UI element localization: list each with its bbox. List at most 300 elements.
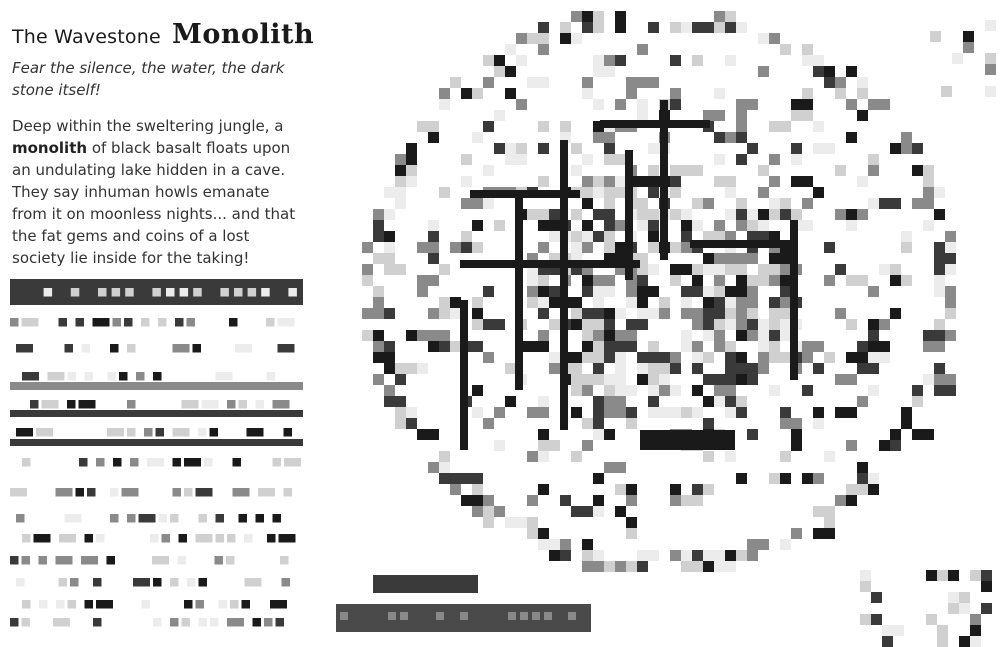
map-pixel	[714, 11, 725, 22]
map-pixel	[780, 209, 791, 220]
map-pixel	[813, 187, 824, 198]
map-pixel	[527, 451, 538, 462]
map-pixel	[604, 209, 615, 220]
map-pixel	[384, 253, 395, 264]
map-pixel	[725, 363, 736, 374]
map-pixel	[615, 396, 626, 407]
map-pixel	[406, 154, 417, 165]
map-pixel	[532, 612, 540, 620]
subtitle: Fear the silence, the water, the dark stone itself!	[12, 59, 285, 99]
map-pixel	[417, 242, 439, 253]
map-pixel	[582, 198, 593, 209]
map-pixel	[681, 220, 692, 231]
map-pixel	[959, 636, 970, 647]
map-pixel	[648, 341, 659, 352]
map-pixel	[912, 385, 923, 396]
map-pixel	[725, 187, 736, 198]
map-pixel	[813, 418, 824, 429]
map-pixel	[970, 625, 981, 636]
map-pixel	[670, 187, 681, 198]
map-pixel	[758, 33, 769, 44]
map-pixel	[758, 363, 769, 374]
map-pixel	[670, 495, 681, 506]
map-pixel	[626, 418, 637, 429]
map-pixel	[725, 253, 736, 264]
map-pixel	[791, 176, 813, 187]
map-pixel	[626, 561, 637, 572]
map-pixel	[604, 462, 626, 473]
map-pixel	[703, 451, 714, 462]
map-wall	[560, 140, 568, 430]
map-pixel	[615, 330, 626, 341]
map-pixel	[714, 154, 725, 165]
map-pixel	[439, 473, 461, 484]
map-pixel	[963, 42, 974, 53]
map-pixel	[736, 132, 747, 143]
map-pixel	[725, 308, 736, 319]
map-pixel	[604, 308, 615, 319]
map-pixel	[725, 264, 736, 275]
map-pixel	[758, 209, 769, 220]
map-pixel	[582, 275, 593, 286]
map-pixel	[945, 253, 956, 264]
map-pixel	[593, 297, 604, 308]
map-pixel	[736, 308, 747, 319]
map-pixel	[472, 407, 483, 418]
map-pixel	[560, 550, 571, 561]
map-pixel	[362, 330, 373, 341]
map-pixel	[436, 612, 444, 620]
map-pixel	[725, 11, 736, 22]
map-pixel	[923, 187, 934, 198]
map-pixel	[538, 275, 549, 286]
map-pixel	[802, 198, 813, 209]
map-pixel	[981, 581, 992, 592]
map-pixel	[868, 330, 879, 341]
map-pixel	[637, 363, 648, 374]
map-pixel	[769, 209, 780, 220]
map-pixel	[560, 539, 571, 550]
map-pixel	[692, 550, 703, 561]
map-pixel	[604, 429, 615, 440]
map-pixel	[428, 220, 439, 231]
map-pixel	[791, 154, 802, 165]
map-pixel	[505, 396, 516, 407]
map-pixel	[626, 484, 637, 495]
map-pixel	[615, 22, 626, 33]
map-pixel	[604, 198, 615, 209]
map-pixel	[626, 330, 637, 341]
map-pixel	[703, 396, 714, 407]
map-pixel	[868, 473, 879, 484]
map-pixel	[472, 319, 483, 330]
map-pixel	[670, 385, 681, 396]
map-pixel	[417, 363, 428, 374]
map-pixel	[703, 198, 714, 209]
map-pixel	[373, 231, 384, 242]
map-pixel	[736, 352, 747, 363]
map-pixel	[780, 407, 791, 418]
map-pixel	[406, 330, 417, 341]
map-pixel	[692, 319, 703, 330]
map-pixel	[890, 308, 901, 319]
map-pixel	[670, 352, 681, 363]
map-pixel	[835, 264, 846, 275]
map-pixel	[824, 451, 835, 462]
map-pixel	[802, 352, 813, 363]
map-pixel	[681, 550, 692, 561]
map-pixel	[736, 407, 747, 418]
map-pixel	[373, 220, 384, 231]
map-pixel	[868, 484, 879, 495]
map-pixel	[538, 308, 549, 319]
map-pixel	[926, 570, 937, 581]
map-pixel	[461, 88, 472, 99]
map-pixel	[714, 561, 725, 572]
map-pixel	[494, 143, 505, 154]
map-pixel	[373, 286, 384, 297]
map-pixel	[703, 484, 714, 495]
map-pixel	[780, 308, 791, 319]
map-pixel	[725, 396, 736, 407]
map-pixel	[527, 407, 549, 418]
map-pixel	[538, 429, 549, 440]
map-pixel	[428, 341, 439, 352]
map-pixel	[450, 341, 461, 352]
map-pixel	[615, 374, 626, 385]
map-pixel	[472, 132, 483, 143]
map-pixel	[637, 286, 659, 297]
map-pixel	[593, 374, 604, 385]
map-pixel	[923, 176, 934, 187]
map-pixel	[406, 165, 417, 176]
map-pixel	[714, 319, 725, 330]
map-pixel	[780, 418, 802, 429]
map-pixel	[582, 319, 604, 330]
map-pixel	[593, 418, 604, 429]
map-pixel	[582, 11, 593, 22]
map-pixel	[758, 220, 769, 231]
map-pixel	[780, 451, 791, 462]
map-pixel	[714, 330, 725, 341]
map-pixel	[824, 517, 835, 528]
map-pixel	[571, 308, 582, 319]
map-pixel	[901, 143, 912, 154]
map-pixel	[802, 220, 813, 231]
map-pixel	[747, 286, 758, 297]
description-part-2: of black basalt floats upon an undulating lake hidden in a cave. They say inhuman howls emanate from it on moonless nights... and that the fat gems and coins of a lost society lie inside for the taking!	[12, 139, 296, 267]
map-pixel	[604, 143, 615, 154]
map-pixel	[549, 209, 560, 220]
map-wall	[790, 220, 798, 380]
map-pixel	[846, 220, 857, 231]
map-pixel	[538, 33, 549, 44]
map-pixel	[725, 319, 736, 330]
map-pixel	[725, 385, 736, 396]
map-pixel	[670, 88, 681, 99]
map-pixel	[813, 528, 835, 539]
map-pixel	[604, 385, 615, 396]
map-pixel	[648, 308, 659, 319]
map-pixel	[494, 506, 505, 517]
map-pixel	[747, 429, 758, 440]
map-pixel	[648, 396, 659, 407]
map-pixel	[725, 561, 736, 572]
map-pixel	[428, 121, 439, 132]
map-pixel	[505, 143, 516, 154]
map-pixel	[571, 33, 582, 44]
map-pixel	[604, 231, 615, 242]
map-pixel	[593, 187, 604, 198]
map-wall	[600, 120, 710, 128]
map-pixel	[890, 429, 901, 440]
description-part-1: Deep within the sweltering jungle, a	[12, 117, 284, 135]
map-pixel	[472, 88, 483, 99]
map-pixel	[472, 220, 483, 231]
map-pixel	[571, 297, 582, 308]
map-pixel	[736, 473, 747, 484]
map-pixel	[835, 77, 846, 88]
map-pixel	[780, 330, 791, 341]
map-pixel	[516, 517, 527, 528]
map-pixel	[439, 462, 450, 473]
map-pixel	[571, 385, 582, 396]
map-pixel	[703, 264, 714, 275]
map-pixel	[769, 341, 780, 352]
map-pixel	[505, 517, 516, 528]
map-pixel	[857, 88, 868, 99]
map-pixel	[747, 220, 758, 231]
map-pixel	[604, 187, 615, 198]
map-pixel	[571, 209, 582, 220]
map-pixel	[395, 407, 406, 418]
map-pixel	[450, 77, 461, 88]
map-pixel	[681, 22, 692, 33]
map-wall	[690, 240, 790, 248]
map-pixel	[417, 121, 428, 132]
map-pixel	[930, 31, 941, 42]
map-pixel	[648, 187, 659, 198]
map-pixel	[963, 31, 974, 42]
map-pixel	[615, 506, 626, 517]
map-pixel	[703, 253, 714, 264]
map-pixel	[461, 473, 483, 484]
map-pixel	[758, 341, 769, 352]
map-pixel	[505, 44, 516, 55]
map-pixel	[461, 231, 472, 242]
map-pixel	[626, 77, 648, 88]
map-pixel	[472, 308, 483, 319]
map-pixel	[860, 581, 871, 592]
map-pixel	[945, 297, 956, 308]
map-pixel	[593, 363, 604, 374]
map-pixel	[450, 242, 461, 253]
map-pixel	[648, 385, 659, 396]
map-pixel	[626, 528, 637, 539]
map-pixel	[549, 352, 560, 363]
map-pixel	[912, 198, 923, 209]
map-pixel	[747, 275, 758, 286]
map-pixel	[549, 231, 560, 242]
map-pixel	[736, 110, 747, 121]
map-pixel	[571, 231, 582, 242]
map-pixel	[890, 275, 901, 286]
map-pixel	[582, 231, 593, 242]
map-pixel	[934, 242, 945, 253]
map-pixel	[538, 286, 549, 297]
map-pixel	[439, 88, 450, 99]
map-pixel	[758, 352, 769, 363]
map-pixel	[659, 385, 670, 396]
map-pixel	[813, 55, 824, 66]
map-pixel	[879, 198, 901, 209]
map-pixel	[637, 297, 648, 308]
map-pixel	[890, 440, 901, 451]
map-pixel	[692, 286, 703, 297]
map-pixel	[736, 374, 747, 385]
map-pixel	[593, 275, 604, 286]
map-pixel	[758, 330, 769, 341]
map-pixel	[791, 99, 813, 110]
map-pixel	[714, 374, 725, 385]
map-pixel	[791, 528, 802, 539]
map-pixel	[879, 319, 890, 330]
map-pixel	[714, 264, 725, 275]
map-pixel	[593, 330, 604, 341]
map-pixel	[857, 352, 868, 363]
map-pixel	[747, 539, 769, 550]
map-pixel	[472, 385, 483, 396]
map-pixel	[857, 275, 868, 286]
map-pixel	[406, 418, 417, 429]
map-pixel	[593, 341, 604, 352]
map-pixel	[527, 517, 538, 528]
map-pixel	[527, 286, 538, 297]
map-pixel	[648, 231, 659, 242]
map-pixel	[560, 33, 571, 44]
map-pixel	[934, 275, 945, 286]
map-pixel	[373, 341, 384, 352]
map-pixel	[758, 264, 769, 275]
map-pixel	[813, 407, 824, 418]
map-pixel	[549, 286, 560, 297]
map-pixel	[692, 385, 703, 396]
map-pixel	[604, 352, 615, 363]
map-pixel	[923, 374, 934, 385]
map-pixel	[736, 220, 747, 231]
map-pixel	[780, 473, 791, 484]
map-pixel	[769, 253, 791, 264]
map-pixel	[846, 319, 857, 330]
map-pixel	[395, 198, 406, 209]
map-pixel	[857, 176, 868, 187]
map-pixel	[901, 132, 912, 143]
map-pixel	[362, 275, 373, 286]
map-pixel	[835, 209, 846, 220]
map-pixel	[659, 308, 670, 319]
map-pixel	[835, 165, 846, 176]
map-pixel	[857, 77, 868, 88]
map-pixel	[970, 614, 981, 625]
map-pixel	[736, 253, 758, 264]
map-pixel	[868, 341, 890, 352]
map-pixel	[538, 44, 549, 55]
map-pixel	[937, 636, 948, 647]
map-pixel	[549, 363, 560, 374]
map-pixel	[373, 330, 384, 341]
map-pixel	[648, 242, 659, 253]
map-pixel	[483, 319, 505, 330]
map-pixel	[802, 88, 813, 99]
map-pixel	[868, 198, 879, 209]
map-pixel	[659, 297, 670, 308]
map-pixel	[703, 330, 714, 341]
map-pixel	[736, 209, 747, 220]
map-pixel	[593, 495, 604, 506]
map-pixel	[703, 319, 714, 330]
map-pixel	[670, 407, 681, 418]
map-pixel	[824, 66, 835, 77]
map-pixel	[615, 220, 626, 231]
map-pixel	[692, 363, 703, 374]
map-pixel	[648, 22, 659, 33]
map-pixel	[692, 275, 703, 286]
map-pixel	[802, 55, 813, 66]
map-pixel	[428, 275, 439, 286]
map-pixel	[725, 352, 736, 363]
map-pixel	[835, 88, 846, 99]
map-pixel	[846, 407, 857, 418]
map-pixel	[681, 407, 692, 418]
map-pixel	[582, 561, 593, 572]
map-pixel	[824, 77, 835, 88]
map-pixel	[582, 154, 593, 165]
map-pixel	[725, 176, 736, 187]
map-pixel	[945, 330, 956, 341]
map-pixel	[791, 143, 802, 154]
map-pixel	[934, 385, 956, 396]
map-pixel	[362, 242, 373, 253]
map-pixel	[736, 396, 747, 407]
map-pixel	[615, 352, 626, 363]
map-pixel	[538, 528, 549, 539]
map-pixel	[868, 154, 879, 165]
map-pixel	[824, 275, 835, 286]
map-pixel	[538, 22, 549, 33]
map-pixel	[780, 352, 791, 363]
map-pixel	[703, 308, 714, 319]
map-pixel	[802, 385, 813, 396]
map-pixel	[681, 297, 692, 308]
map-pixel	[582, 220, 593, 231]
map-pixel	[868, 286, 879, 297]
map-pixel	[912, 396, 923, 407]
map-pixel	[934, 374, 956, 385]
map-pixel	[582, 385, 593, 396]
map-pixel	[923, 341, 934, 352]
map-pixel	[758, 66, 769, 77]
map-pixel	[505, 154, 527, 165]
map-pixel	[505, 88, 516, 99]
map-pixel	[736, 264, 747, 275]
map-pixel	[747, 550, 758, 561]
map-pixel	[604, 220, 615, 231]
map-pixel	[483, 165, 494, 176]
map-pixel	[714, 88, 725, 99]
map-pixel	[912, 429, 934, 440]
map-pixel	[937, 570, 948, 581]
map-pixel	[736, 550, 747, 561]
